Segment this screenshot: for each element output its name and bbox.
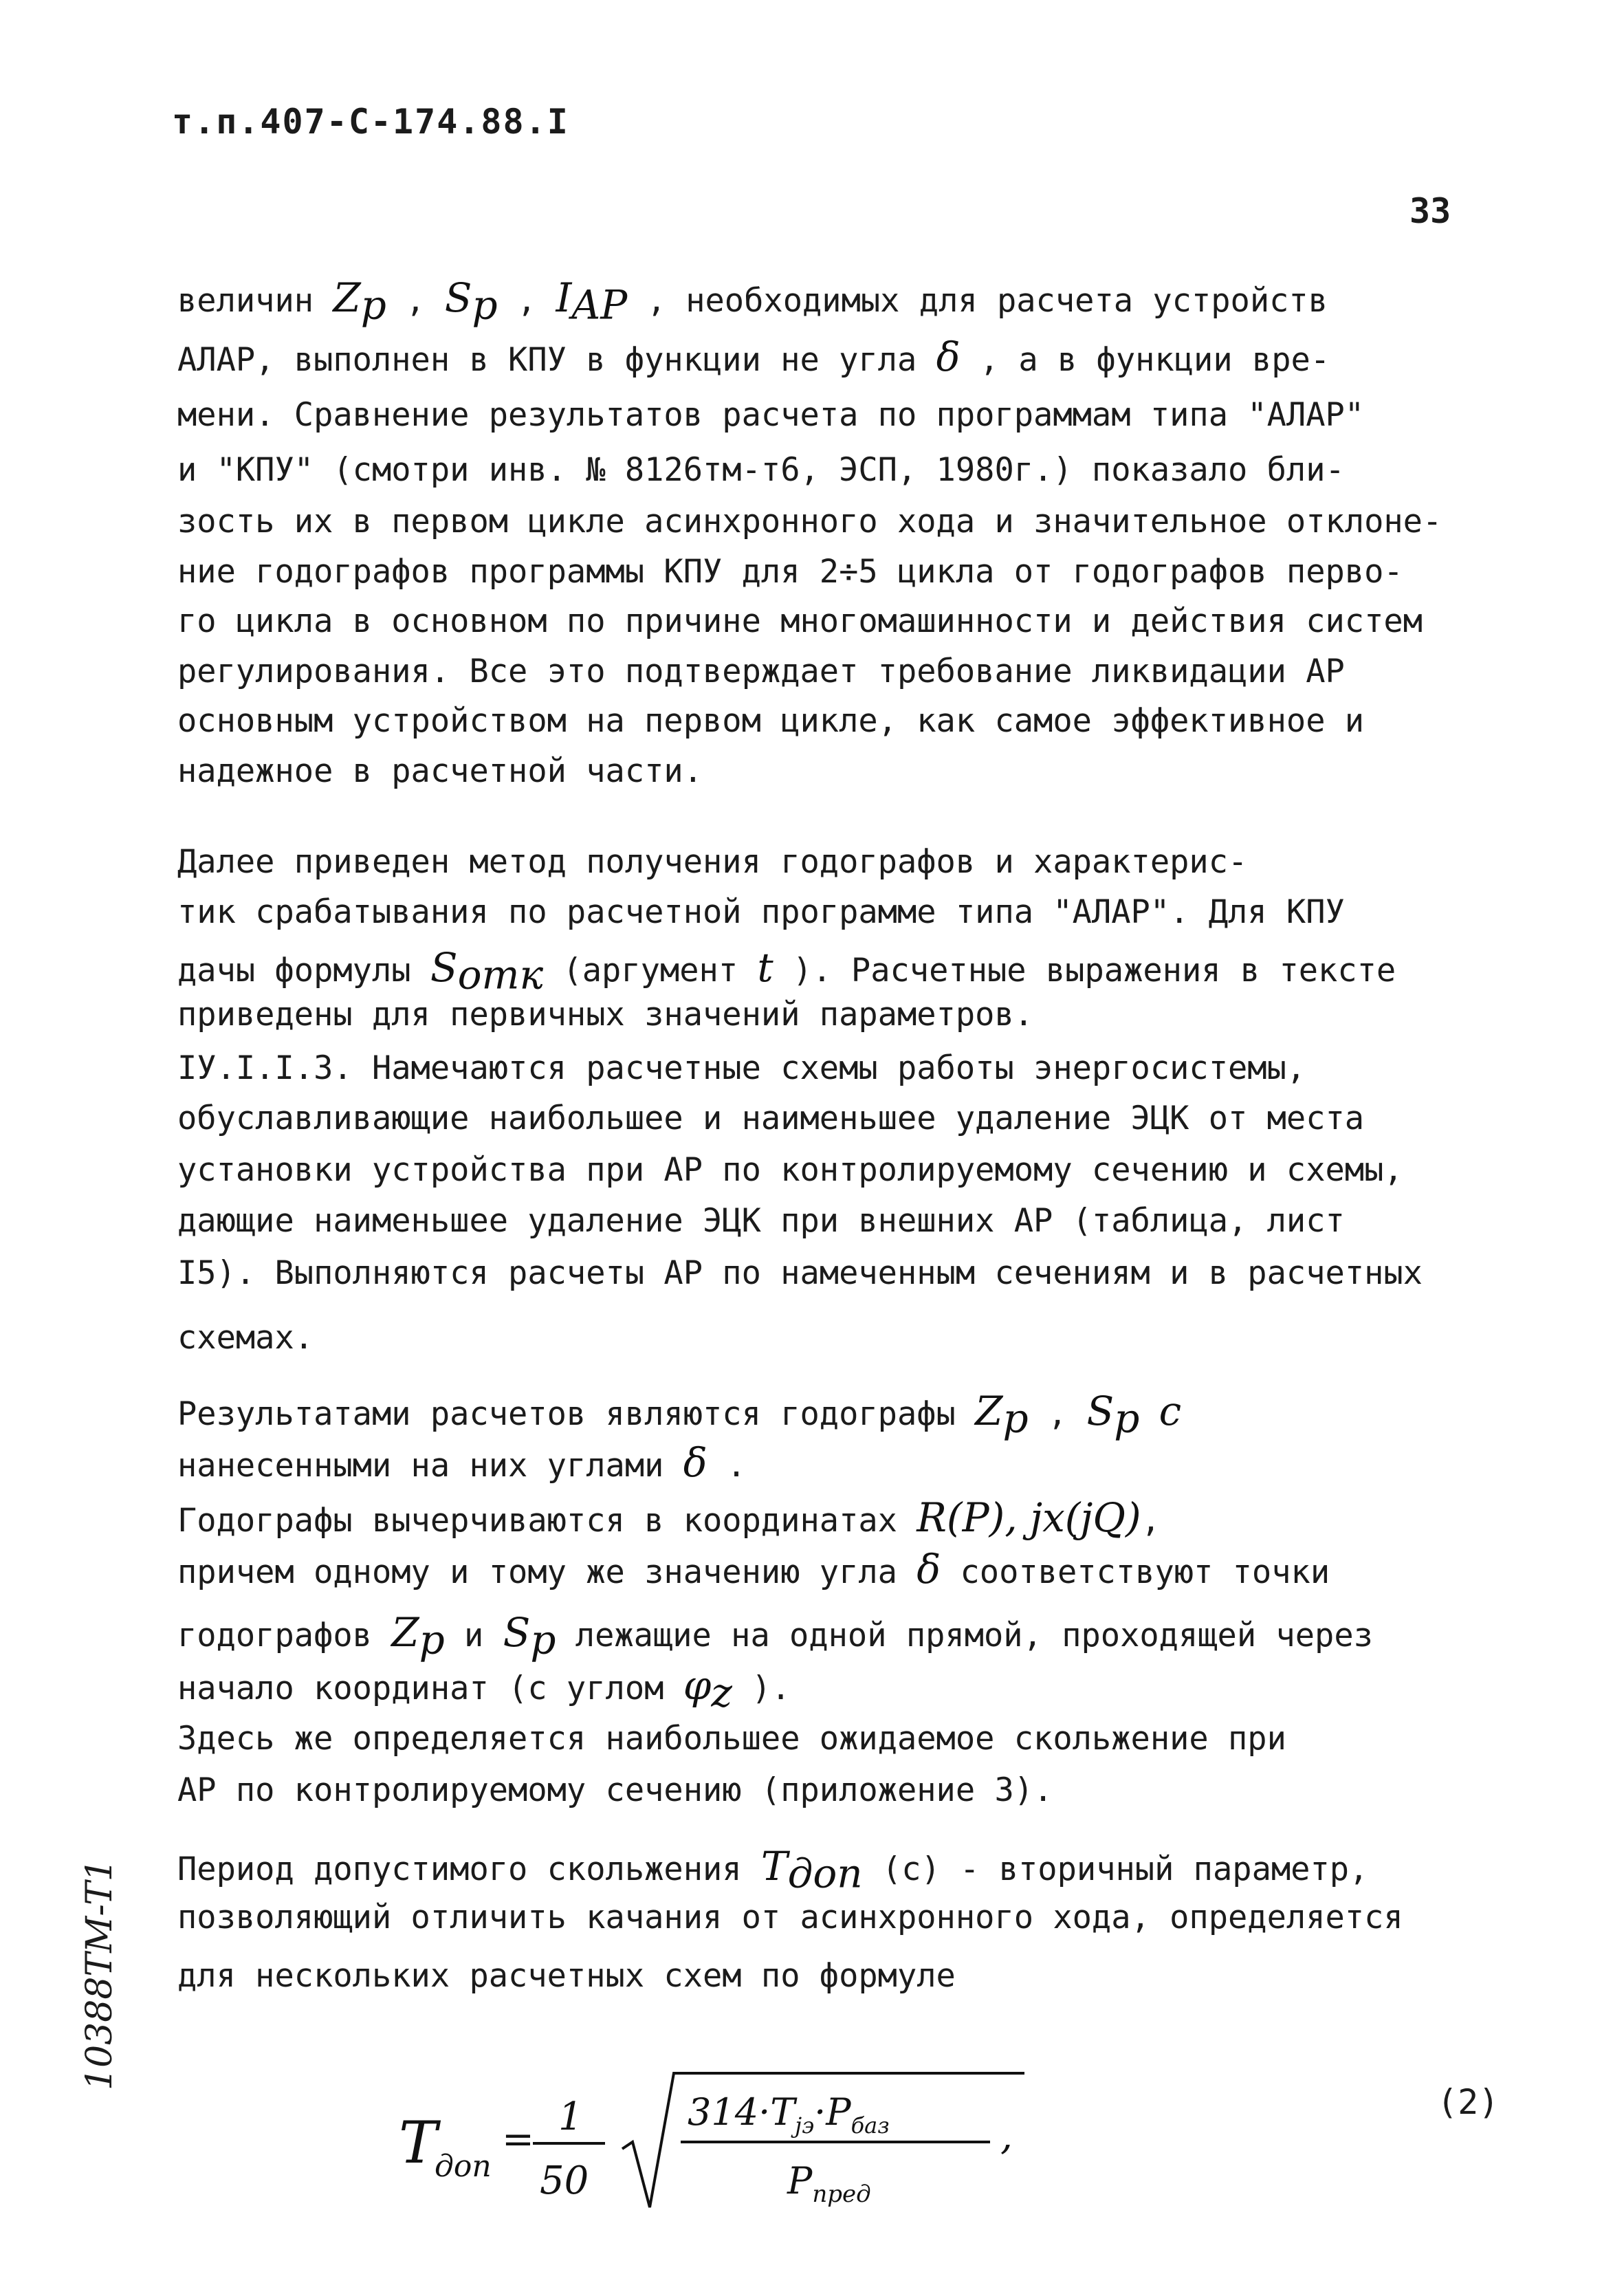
text-line [177, 752, 703, 790]
handwritten-subscript: z [711, 1669, 732, 1716]
formula-lhs-sub: доп [435, 2149, 492, 2184]
text-line [177, 1388, 1182, 1442]
handwritten-symbol: S [503, 1609, 531, 1656]
text-segment: Здесь же определяется наибольшее ожидаемое скольжение при [177, 1720, 1286, 1758]
text-line [177, 1102, 1364, 1135]
text-segment: для нескольких расчетных схем по формуле [177, 1957, 956, 1995]
text-line [177, 1957, 956, 1995]
handwritten-symbol: S [444, 274, 472, 321]
text-segment: Годографы вычерчиваются в координатах [177, 1502, 917, 1540]
formula-rad-den: $P_{пред}$ [787, 2159, 871, 2208]
handwritten-symbol: t [757, 944, 773, 991]
text-segment: , [497, 282, 556, 320]
text-segment: и "КПУ" (смотри инв. № 8126тм-т6, ЭСП, 1980г.) показало бли- [177, 451, 1345, 489]
handwritten-symbol: I [556, 274, 572, 321]
handwritten-subscript: p [1114, 1395, 1140, 1442]
text-line [177, 1254, 1423, 1292]
text-segment: АЛАР, выполнен в КПУ в функции не угла [177, 341, 936, 379]
text-segment: го цикла в основном по причине многомашинности и действия систем [177, 602, 1423, 640]
text-segment: основным устройством на первом цикле, как самое эффективное и [177, 702, 1365, 740]
text-segment: лежащие на одной прямой, проходящей через [556, 1617, 1373, 1654]
text-line [177, 553, 1403, 591]
text-segment: Далее приведен метод получения годографов и характерис- [177, 843, 1248, 881]
handwritten-symbol: δ [683, 1439, 707, 1486]
text-segment: Результатами расчетов являются годографы [177, 1395, 976, 1433]
text-segment: надежное в расчетной части. [177, 752, 703, 790]
text-line [177, 1151, 1403, 1189]
page-number: 33 [1409, 191, 1451, 231]
text-line [177, 1202, 1345, 1240]
text-segment: начало координат (с углом [177, 1670, 683, 1707]
handwritten-symbol: Z [333, 274, 361, 321]
text-segment: ние годографов программы КПУ для 2÷5 цикла от годографов перво- [177, 553, 1403, 591]
handwritten-symbol: δ [917, 1546, 941, 1593]
text-segment: , необходимых для расчета устройств [627, 282, 1328, 320]
text-line [177, 334, 1330, 380]
text-line [177, 944, 1396, 998]
text-segment: обуславливающие наибольшее и наименьшее удаление ЭЦК от места [177, 1100, 1365, 1137]
text-segment: годографов [177, 1617, 392, 1654]
formula-rad-num: $314\cdot T_{jэ}\cdot P_{баз}$ [688, 2090, 890, 2139]
text-line [177, 1662, 791, 1716]
text-line [177, 655, 1345, 688]
text-segment [1139, 1395, 1159, 1433]
text-segment: . [707, 1447, 747, 1485]
handwritten-symbol: δ [936, 334, 961, 380]
text-segment: , [1141, 1502, 1161, 1540]
text-segment: , [1028, 1395, 1087, 1433]
text-line [177, 1771, 1053, 1809]
formula-number: (2) [1437, 2082, 1500, 2122]
handwritten-subscript: p [1002, 1395, 1029, 1442]
text-line [177, 1546, 1330, 1593]
text-segment: , [386, 282, 445, 320]
text-segment: АР по контролируемому сечению (приложение 3). [177, 1771, 1053, 1809]
formula-frac-den: 50 [540, 2158, 589, 2203]
formula-equals: = [502, 2117, 534, 2162]
text-line [177, 1901, 1403, 1934]
formula-2 [385, 2066, 1073, 2224]
handwritten-subscript: p [419, 1616, 445, 1663]
handwritten-subscript: AP [571, 281, 628, 329]
handwritten-subscript: p [472, 281, 498, 329]
text-segment: причем одному и тому же значению угла [177, 1553, 917, 1591]
side-note-handwritten: 10388TM-T1 [79, 1859, 120, 2090]
text-segment: соответствуют точки [941, 1553, 1330, 1591]
handwritten-symbol: T [760, 1843, 788, 1890]
handwritten-subscript: отк [457, 951, 544, 998]
formula-frac-num: 1 [558, 2095, 583, 2139]
handwritten-symbol: φ [683, 1662, 712, 1709]
text-line [177, 1720, 1286, 1758]
text-line [177, 274, 1328, 329]
text-segment: приведены для первичных значений параметров. [177, 996, 1034, 1034]
handwritten-symbol: Z [975, 1388, 1003, 1434]
text-line [177, 396, 1365, 434]
handwritten-symbol: S [430, 944, 458, 991]
text-line [177, 1494, 1161, 1541]
handwritten-symbol: Z [391, 1609, 419, 1656]
text-segment: I5). Выполняются расчеты АР по намеченным сечениям и в расчетных [177, 1254, 1423, 1292]
text-line [177, 1843, 1369, 1897]
formula-comma: , [1000, 2114, 1013, 2158]
text-line [177, 1049, 1306, 1087]
handwritten-subscript: p [360, 281, 386, 329]
handwritten-subscript: доп [787, 1850, 863, 1897]
text-line [177, 893, 1345, 931]
text-segment: , а в функции вре- [960, 341, 1330, 379]
text-segment: ). Расчетные выражения в тексте [773, 952, 1396, 990]
document-code: т.п.407-С-174.88.I [172, 102, 569, 142]
text-segment: тик срабатывания по расчетной программе типа "АЛАР". Для КПУ [177, 893, 1345, 931]
text-line [177, 702, 1365, 740]
handwritten-symbol: с [1159, 1388, 1182, 1434]
text-segment: величин [177, 282, 333, 320]
text-line [177, 843, 1248, 881]
text-segment: IУ.I.I.3. Намечаются расчетные схемы работы энергосистемы, [177, 1049, 1306, 1087]
text-line [177, 451, 1345, 489]
text-segment: Период допустимого скольжения [177, 1850, 761, 1888]
text-segment: нанесенными на них углами [177, 1447, 683, 1485]
handwritten-symbol: S [1086, 1388, 1115, 1434]
text-line [177, 505, 1442, 538]
text-segment: регулирования. Все это подтверждает требование ликвидации АР [177, 653, 1345, 690]
text-segment: (с) - вторичный параметр, [862, 1850, 1369, 1888]
text-segment: дающие наименьшее удаление ЭЦК при внешних АР (таблица, лист [177, 1202, 1345, 1240]
text-segment: мени. Сравнение результатов расчета по программам типа "АЛАР" [177, 396, 1365, 434]
text-line [177, 1319, 314, 1357]
text-segment: и [444, 1617, 503, 1654]
text-segment: позволяющий отличить качания от асинхронного хода, определяется [177, 1899, 1403, 1936]
text-line [177, 996, 1034, 1034]
text-segment: зость их в первом цикле асинхронного хода и значительное отклоне- [177, 503, 1442, 540]
text-line [177, 602, 1423, 640]
text-segment: ). [732, 1670, 791, 1707]
formula-lhs: T [399, 2109, 438, 2176]
text-line [177, 1439, 747, 1486]
handwritten-subscript: p [530, 1616, 556, 1663]
handwritten-symbol: R(P), jx(jQ) [917, 1494, 1141, 1541]
text-segment: установки устройства при АР по контролируемому сечению и схемы, [177, 1151, 1403, 1189]
text-segment: схемах. [177, 1319, 314, 1357]
text-line [177, 1609, 1373, 1663]
text-segment: дачы формулы [177, 952, 430, 990]
text-segment: (аргумент [543, 952, 758, 990]
